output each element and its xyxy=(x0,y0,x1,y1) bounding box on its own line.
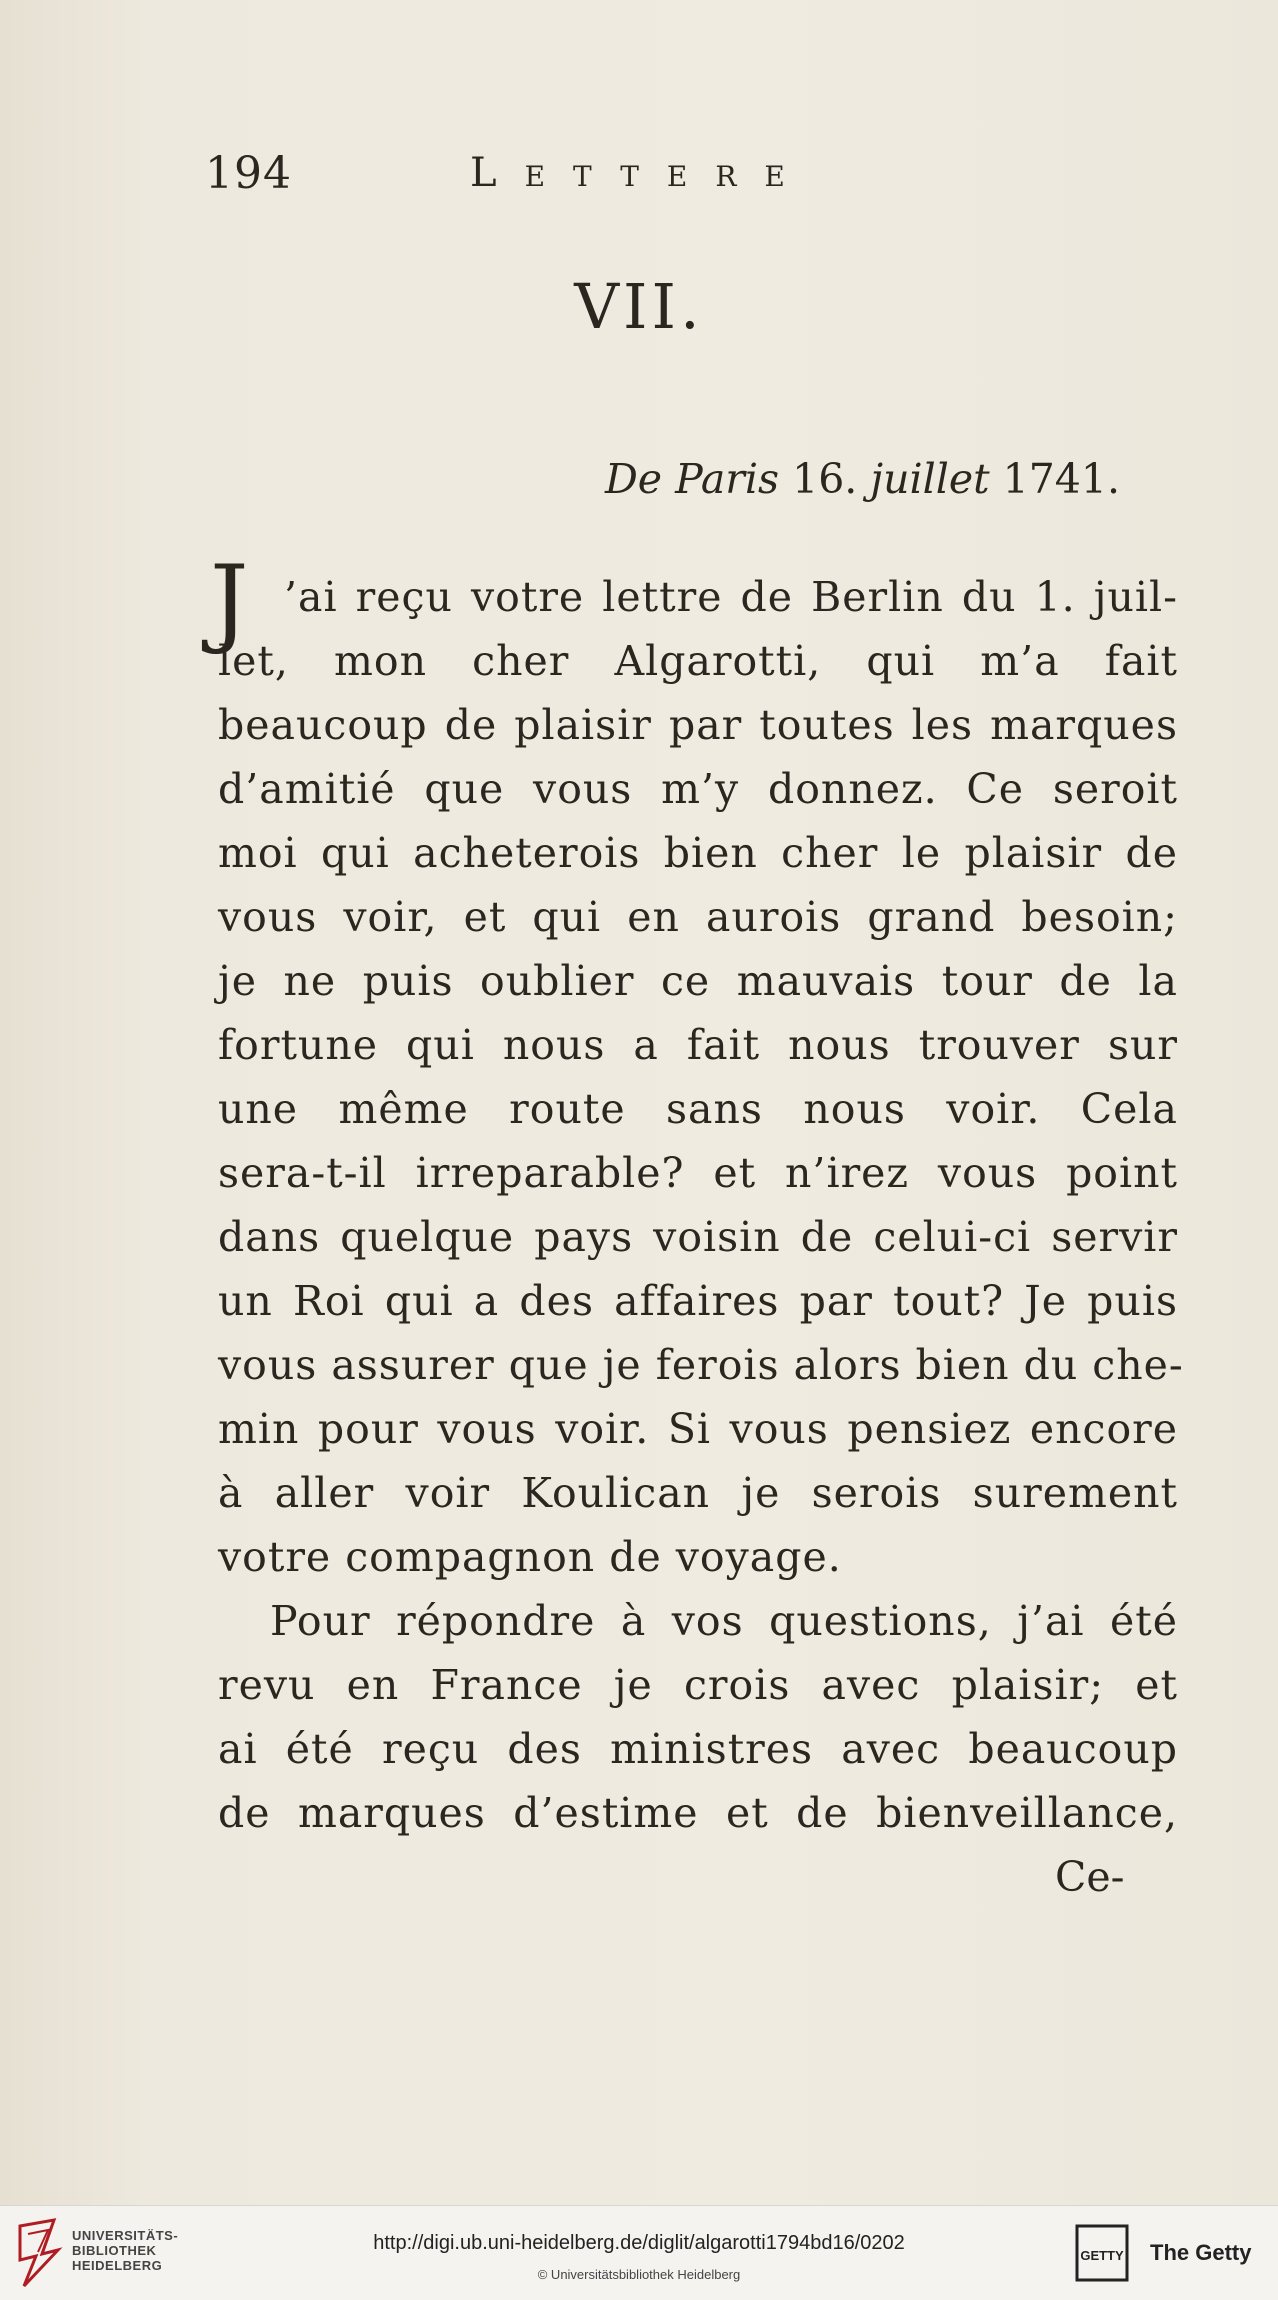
text-line: dans quelque pays voisin de celui-ci servir xyxy=(218,1213,1178,1261)
text-line: Pour répondre à vos questions, j’ai été xyxy=(270,1597,1178,1645)
text-line: beaucoup de plaisir par toutes les marques xyxy=(218,701,1178,749)
page-number: 194 xyxy=(205,148,292,199)
viewer-footer xyxy=(0,2205,1278,2300)
dateline-place: De Paris xyxy=(604,455,780,503)
letter-number: VII. xyxy=(574,270,704,343)
partner-name: The Getty xyxy=(1150,2240,1252,2265)
dateline-day: 16. xyxy=(792,455,858,503)
copyright-notice: © Universitätsbibliothek Heidelberg xyxy=(537,2267,741,2282)
getty-logo-icon xyxy=(1075,2224,1129,2282)
getty-logo-text: GETTY xyxy=(1080,2248,1124,2263)
text-line: revu en France je crois avec plaisir; et xyxy=(218,1661,1178,1709)
text-line: à aller voir Koulican je serois surement xyxy=(218,1469,1178,1517)
library-name-line: BIBLIOTHEK xyxy=(72,2243,157,2258)
text-line: je ne puis oublier ce mauvais tour de la xyxy=(218,957,1178,1005)
text-line: votre compagnon de voyage. xyxy=(218,1533,842,1581)
catchword: Ce- xyxy=(1055,1853,1125,1901)
text-line: une même route sans nous voir. Cela xyxy=(218,1085,1178,1133)
text-line: de marques d’estime et de bienveillance, xyxy=(218,1789,1178,1837)
dateline xyxy=(605,455,1120,503)
library-name-line: UNIVERSITÄTS- xyxy=(72,2228,179,2243)
running-head: Lettere xyxy=(470,150,813,196)
text-line: moi qui acheterois bien cher le plaisir de xyxy=(218,829,1178,877)
text-line: fortune qui nous a fait nous trouver sur xyxy=(218,1021,1178,1069)
text-line: ’ai reçu votre lettre de Berlin du 1. juil- xyxy=(284,573,1178,621)
text-line: vous voir, et qui en aurois grand besoin; xyxy=(218,893,1178,941)
text-line: sera-t-il irreparable? et n’irez vous point xyxy=(218,1149,1178,1197)
text-line: un Roi qui a des affaires par tout? Je puis xyxy=(218,1277,1178,1325)
text-line: let, mon cher Algarotti, qui m’a fait xyxy=(218,637,1178,685)
dateline-year: 1741. xyxy=(1002,455,1120,503)
drop-cap: J xyxy=(210,545,249,657)
permalink-url[interactable]: http://digi.ub.uni-heidelberg.de/diglit/algarotti1794bd16/0202 xyxy=(373,2232,905,2254)
library-name-line: HEIDELBERG xyxy=(72,2258,163,2273)
text-line: min pour vous voir. Si vous pensiez encore xyxy=(218,1405,1178,1453)
text-line: vous assurer que je ferois alors bien du che- xyxy=(218,1341,1184,1389)
text-line: d’amitié que vous m’y donnez. Ce seroit xyxy=(218,765,1178,813)
dateline-month: juillet xyxy=(870,455,990,503)
text-line: ai été reçu des ministres avec beaucoup xyxy=(218,1725,1178,1773)
